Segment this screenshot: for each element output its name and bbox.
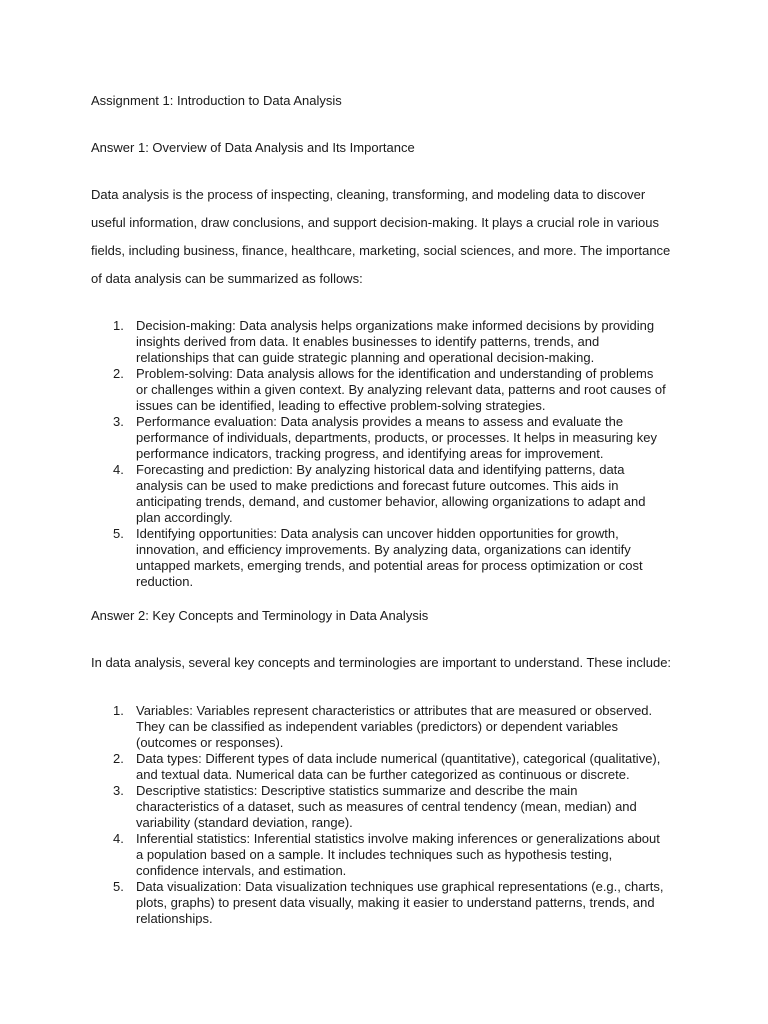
- list-number: 2.: [113, 751, 124, 766]
- list-number: 3.: [113, 783, 124, 798]
- list-item-line: anticipating trends, demand, and customer behavior, allowing organizations to adapt and: [136, 494, 646, 509]
- list-number: 1.: [113, 318, 124, 333]
- list-item-line: Performance evaluation: Data analysis provides a means to assess and evaluate the: [136, 414, 624, 429]
- answer1-heading: Answer 1: Overview of Data Analysis and Its Importance: [91, 140, 415, 155]
- answer1-intro-line: of data analysis can be summarized as follows:: [91, 271, 363, 286]
- list-item-line: issues can be identified, leading to effective problem-solving strategies.: [136, 398, 546, 413]
- list-item-line: Problem-solving: Data analysis allows for the identification and understanding of problems: [136, 366, 654, 381]
- list-number: 4.: [113, 462, 124, 477]
- list-item-line: They can be classified as independent variables (predictors) or dependent variables: [136, 719, 619, 734]
- list-number: 5.: [113, 879, 124, 894]
- list-item-line: variability (standard deviation, range).: [136, 815, 353, 830]
- list-item-line: a population based on a sample. It includes techniques such as hypothesis testing,: [136, 847, 613, 862]
- list-item-line: analysis can be used to make predictions and forecast future outcomes. This aids in: [136, 478, 619, 493]
- list-number: 1.: [113, 703, 124, 718]
- list-item-line: and textual data. Numerical data can be further categorized as continuous or discrete.: [136, 767, 630, 782]
- document-title: Assignment 1: Introduction to Data Analysis: [91, 93, 342, 108]
- answer2-intro: In data analysis, several key concepts and terminologies are important to understand. These include:: [91, 655, 672, 670]
- list-item: [0, 366, 696, 414]
- list-item: [0, 703, 696, 751]
- list-item-line: performance indicators, tracking progress, and identifying areas for improvement.: [136, 446, 604, 461]
- list-item-line: Forecasting and prediction: By analyzing historical data and identifying patterns, data: [136, 462, 625, 477]
- answer1-list: [0, 318, 696, 590]
- list-item-line: plan accordingly.: [136, 510, 233, 525]
- list-item: [0, 831, 696, 879]
- list-number: 5.: [113, 526, 124, 541]
- list-item: [0, 414, 696, 462]
- answer2-heading: Answer 2: Key Concepts and Terminology in Data Analysis: [91, 608, 429, 623]
- answer2-list: [0, 703, 696, 927]
- list-item-line: innovation, and efficiency improvements. By analyzing data, organizations can identify: [136, 542, 631, 557]
- list-number: 2.: [113, 366, 124, 381]
- list-item: [0, 526, 696, 590]
- list-number: 4.: [113, 831, 124, 846]
- list-item-line: insights derived from data. It enables businesses to identify patterns, trends, and: [136, 334, 600, 349]
- list-item: [0, 462, 696, 526]
- answer1-intro: [91, 181, 691, 293]
- list-item: [0, 751, 696, 783]
- list-item-line: characteristics of a dataset, such as measures of central tendency (mean, median) and: [136, 799, 637, 814]
- list-item-line: Variables: Variables represent characteristics or attributes that are measured or observed.: [136, 703, 653, 718]
- list-item-line: performance of individuals, departments, products, or processes. It helps in measuring key: [136, 430, 657, 445]
- list-item-line: untapped markets, emerging trends, and potential areas for process optimization or cost: [136, 558, 643, 573]
- list-item: [0, 783, 696, 831]
- list-item: [0, 879, 696, 927]
- list-item-line: plots, graphs) to present data visually, making it easier to understand patterns, trends, and: [136, 895, 655, 910]
- answer1-intro-line: Data analysis is the process of inspecting, cleaning, transforming, and modeling data to discover: [91, 187, 646, 202]
- list-item-line: or challenges within a given context. By analyzing relevant data, patterns and root causes of: [136, 382, 666, 397]
- list-item-line: Decision-making: Data analysis helps organizations make informed decisions by providing: [136, 318, 655, 333]
- answer1-intro-line: useful information, draw conclusions, and support decision-making. It plays a crucial role in various: [91, 215, 659, 230]
- list-item-line: Inferential statistics: Inferential statistics involve making inferences or generalizations about: [136, 831, 660, 846]
- list-item-line: (outcomes or responses).: [136, 735, 284, 750]
- list-item-line: relationships that can guide strategic planning and operational decision-making.: [136, 350, 595, 365]
- list-item: [0, 318, 696, 366]
- list-item-line: reduction.: [136, 574, 194, 589]
- list-item-line: Descriptive statistics: Descriptive statistics summarize and describe the main: [136, 783, 578, 798]
- list-item-line: confidence intervals, and estimation.: [136, 863, 347, 878]
- list-item-line: Identifying opportunities: Data analysis can uncover hidden opportunities for growth,: [136, 526, 619, 541]
- answer1-intro-line: fields, including business, finance, healthcare, marketing, social sciences, and more. The importance: [91, 243, 671, 258]
- list-item-line: Data visualization: Data visualization techniques use graphical representations (e.g., charts,: [136, 879, 664, 894]
- list-item-line: relationships.: [136, 911, 213, 926]
- list-item-line: Data types: Different types of data include numerical (quantitative), categorical (qualitative),: [136, 751, 661, 766]
- list-number: 3.: [113, 414, 124, 429]
